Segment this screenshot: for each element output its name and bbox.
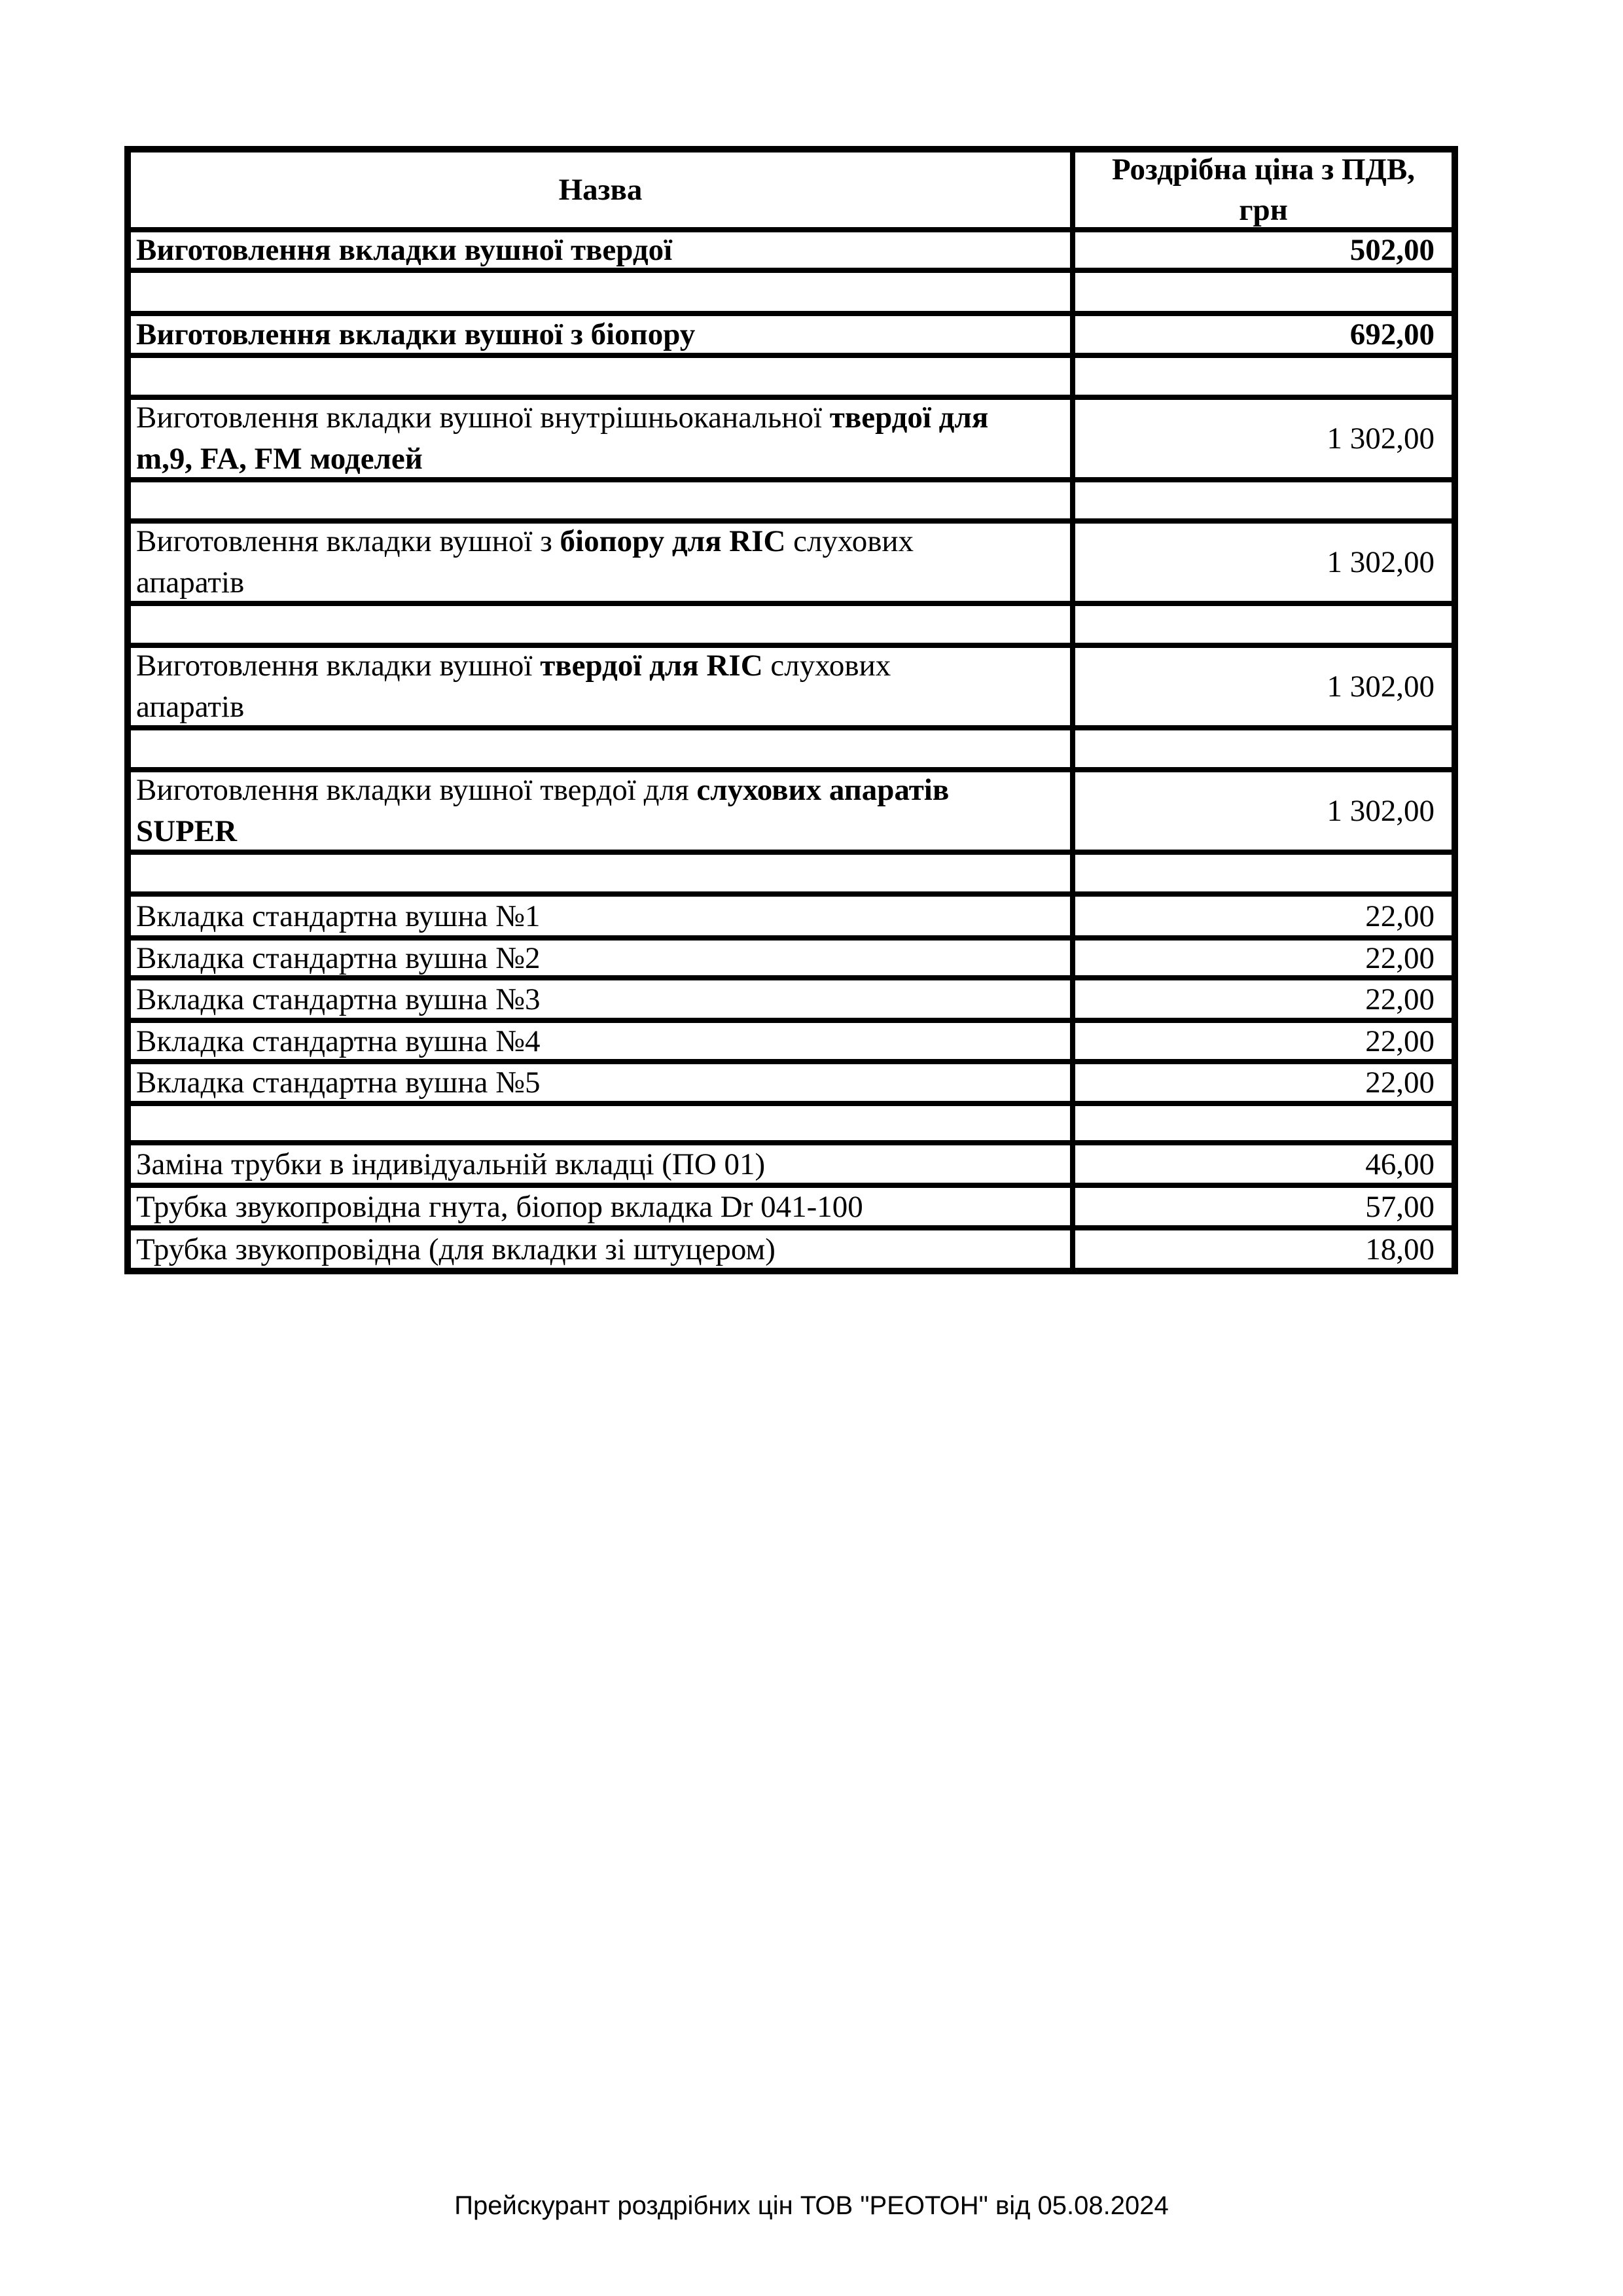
price-cell bbox=[1075, 232, 1452, 268]
price-value: 22,00 bbox=[1365, 899, 1435, 933]
empty-price-cell bbox=[1075, 358, 1452, 395]
spacer-row bbox=[131, 358, 1452, 400]
table-row bbox=[131, 1188, 1452, 1230]
empty-name-cell bbox=[131, 855, 1075, 891]
product-name-line2: апаратів bbox=[136, 565, 245, 600]
header-name-label: Назва bbox=[558, 173, 643, 207]
product-name-cell bbox=[131, 1023, 1075, 1059]
product-name-line2: SUPER bbox=[136, 814, 238, 848]
table-row bbox=[131, 400, 1452, 482]
product-name-cell bbox=[131, 1145, 1075, 1183]
table-header-row bbox=[131, 152, 1452, 232]
spacer-row bbox=[131, 730, 1452, 772]
price-cell bbox=[1075, 1145, 1452, 1183]
price-value: 1 302,00 bbox=[1327, 670, 1435, 704]
header-price-column bbox=[1075, 152, 1452, 227]
price-value: 692,00 bbox=[1349, 317, 1435, 351]
product-name-cell bbox=[131, 1188, 1075, 1225]
empty-name-cell bbox=[131, 730, 1075, 767]
price-value: 57,00 bbox=[1365, 1189, 1435, 1224]
product-name: Вкладка стандартна вушна №5 bbox=[136, 1066, 541, 1100]
price-cell bbox=[1075, 1230, 1452, 1268]
product-name-cell bbox=[131, 1064, 1075, 1101]
price-cell bbox=[1075, 897, 1452, 935]
product-name-cell bbox=[131, 524, 1075, 601]
price-value: 22,00 bbox=[1365, 941, 1435, 975]
product-name: Вкладка стандартна вушна №4 bbox=[136, 1024, 541, 1058]
empty-name-cell bbox=[131, 273, 1075, 311]
empty-price-cell bbox=[1075, 855, 1452, 891]
price-value: 22,00 bbox=[1365, 982, 1435, 1016]
empty-name-cell bbox=[131, 358, 1075, 395]
spacer-row bbox=[131, 855, 1452, 897]
empty-name-cell bbox=[131, 606, 1075, 643]
product-name-cell bbox=[131, 897, 1075, 935]
spacer-row bbox=[131, 606, 1452, 648]
product-name: Вкладка стандартна вушна №3 bbox=[136, 982, 541, 1016]
empty-name-cell bbox=[131, 482, 1075, 518]
spacer-row bbox=[131, 482, 1452, 524]
product-name: Трубка звукопровідна гнута, біопор вкладка Dr 041-100 bbox=[136, 1189, 863, 1224]
table-row bbox=[131, 1230, 1452, 1268]
price-cell bbox=[1075, 316, 1452, 353]
product-name-cell bbox=[131, 232, 1075, 268]
product-name: Вкладка стандартна вушна №2 bbox=[136, 941, 541, 975]
product-name-line1: Виготовлення вкладки вушної твердої для слухових апаратів bbox=[136, 773, 950, 807]
product-name-line2: апаратів bbox=[136, 690, 245, 724]
table-row bbox=[131, 316, 1452, 358]
price-cell bbox=[1075, 980, 1452, 1018]
price-value: 1 302,00 bbox=[1327, 545, 1435, 579]
price-cell bbox=[1075, 1023, 1452, 1059]
page-footer: Прейскурант роздрібних цін ТОВ "РЕОТОН" від 05.08.2024 bbox=[454, 2191, 1169, 2220]
price-value: 46,00 bbox=[1365, 1147, 1435, 1181]
price-cell bbox=[1075, 1064, 1452, 1101]
empty-price-cell bbox=[1075, 1106, 1452, 1140]
price-cell bbox=[1075, 524, 1452, 601]
empty-price-cell bbox=[1075, 730, 1452, 767]
header-price-label-line1: Роздрібна ціна з ПДВ, bbox=[1112, 152, 1415, 187]
product-name-line2: m,9, FA, FM моделей bbox=[136, 442, 423, 476]
price-value: 502,00 bbox=[1349, 233, 1435, 267]
product-name-cell bbox=[131, 980, 1075, 1018]
product-name-line1: Виготовлення вкладки вушної внутрішньоканальної твердої для bbox=[136, 401, 989, 435]
empty-price-cell bbox=[1075, 482, 1452, 518]
product-name-cell bbox=[131, 648, 1075, 725]
table-row bbox=[131, 232, 1452, 273]
empty-price-cell bbox=[1075, 273, 1452, 311]
table-row bbox=[131, 648, 1452, 730]
spacer-row bbox=[131, 1106, 1452, 1145]
price-cell bbox=[1075, 648, 1452, 725]
price-value: 18,00 bbox=[1365, 1232, 1435, 1266]
table-row bbox=[131, 772, 1452, 855]
price-table bbox=[124, 146, 1458, 1274]
product-name: Виготовлення вкладки вушної з біопору bbox=[136, 317, 696, 351]
product-name: Трубка звукопровідна (для вкладки зі штуцером) bbox=[136, 1232, 776, 1266]
table-row bbox=[131, 897, 1452, 941]
table-row bbox=[131, 1064, 1452, 1106]
price-cell bbox=[1075, 772, 1452, 850]
price-cell bbox=[1075, 1188, 1452, 1225]
table-row bbox=[131, 524, 1452, 606]
table-row bbox=[131, 1145, 1452, 1188]
header-name-column bbox=[131, 152, 1075, 227]
price-value: 1 302,00 bbox=[1327, 794, 1435, 828]
empty-price-cell bbox=[1075, 606, 1452, 643]
table-row bbox=[131, 941, 1452, 980]
product-name-cell bbox=[131, 1230, 1075, 1268]
table-row bbox=[131, 980, 1452, 1023]
spacer-row bbox=[131, 273, 1452, 316]
product-name-cell bbox=[131, 400, 1075, 477]
price-value: 1 302,00 bbox=[1327, 422, 1435, 456]
price-cell bbox=[1075, 400, 1452, 477]
product-name: Виготовлення вкладки вушної твердої bbox=[136, 233, 673, 267]
product-name-cell bbox=[131, 316, 1075, 353]
price-value: 22,00 bbox=[1365, 1066, 1435, 1100]
price-cell bbox=[1075, 941, 1452, 975]
header-price-label-line2: грн bbox=[1239, 193, 1288, 227]
product-name-line1: Виготовлення вкладки вушної твердої для RIC слухових bbox=[136, 649, 891, 683]
product-name-cell bbox=[131, 941, 1075, 975]
empty-name-cell bbox=[131, 1106, 1075, 1140]
table-row bbox=[131, 1023, 1452, 1064]
product-name: Заміна трубки в індивідуальній вкладці (ПО 01) bbox=[136, 1147, 766, 1181]
product-name-line1: Виготовлення вкладки вушної з біопору для RIC слухових bbox=[136, 524, 914, 558]
product-name: Вкладка стандартна вушна №1 bbox=[136, 899, 541, 933]
product-name-cell bbox=[131, 772, 1075, 850]
price-value: 22,00 bbox=[1365, 1024, 1435, 1058]
